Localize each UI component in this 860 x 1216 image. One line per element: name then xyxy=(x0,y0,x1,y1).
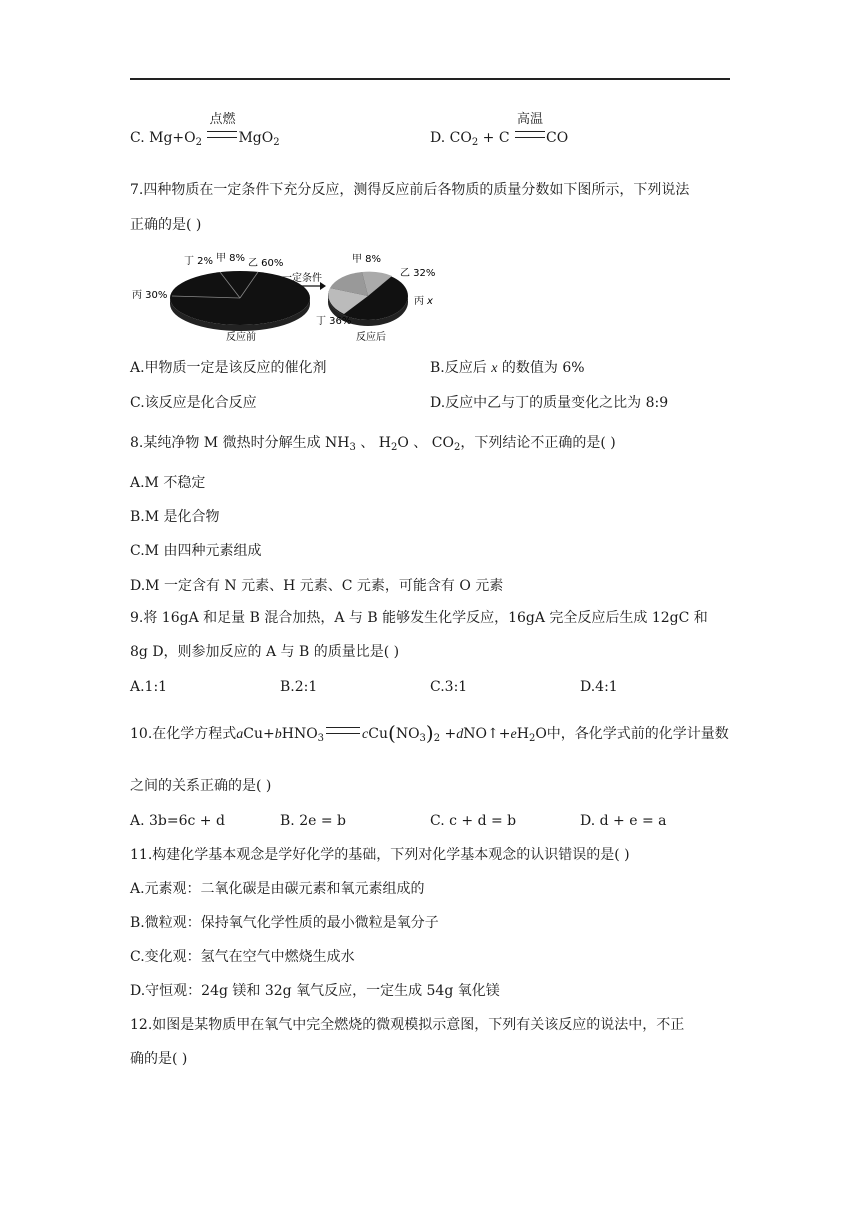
q9-stem-line1: 9.将 16gA 和足量 B 混合加热，A 与 B 能够发生化学反应，16gA 完全反应后生成 12gC 和 xyxy=(130,610,708,626)
pie-charts-figure xyxy=(130,248,450,348)
arrow-label: 一定条件 xyxy=(282,273,322,284)
q11-option-c: C.变化观：氢气在空气中燃烧生成水 xyxy=(130,949,355,965)
q10-stem-line2: 之间的关系正确的是( ) xyxy=(130,778,272,794)
q9-option-c: C.3:1 xyxy=(430,679,468,695)
q9-option-d: D.4:1 xyxy=(580,679,618,695)
q10-option-d: D. d + e = a xyxy=(580,813,667,829)
after-caption: 反应后 xyxy=(356,332,386,343)
reaction-condition: 高温 xyxy=(515,128,545,148)
before-label-jia: 甲 8% xyxy=(216,253,246,264)
q8-stem: 8.某纯净物 M 微热时分解生成 $NH_3$ 、 $H_2O$ 、 $CO_2$，下列结论不正确的是( ) xyxy=(130,435,616,453)
q12-stem-line1: 12.如图是某物质甲在氧气中完全燃烧的微观模拟示意图，下列有关该反应的说法中，不正 xyxy=(130,1017,685,1033)
q9-option-b: B.2:1 xyxy=(280,679,318,695)
q7-option-a: A.甲物质一定是该反应的催化剂 xyxy=(130,360,327,376)
q10-option-b: B. 2e = b xyxy=(280,813,346,829)
q9-stem-line2: 8g D，则参加反应的 A 与 B 的质量比是( ) xyxy=(130,644,400,660)
q7-option-d: D.反应中乙与丁的质量变化之比为 8:9 xyxy=(430,395,669,411)
q8-option-a: A.M 不稳定 xyxy=(130,475,206,491)
q10-option-a: A. 3b=6c + d xyxy=(130,813,225,829)
q12-stem-line2: 确的是( ) xyxy=(130,1051,188,1067)
after-label-bing: 丙 xyxy=(414,296,424,307)
chemical-equation: aCu+bHNO$_3$ $cCu(NO_3)_2$ $+dNO↑+eH_2O$ xyxy=(236,721,547,745)
q7-stem-line1: 7.四种物质在一定条件下充分反应，测得反应前后各物质的质量分数如下图所示，下列说法 xyxy=(130,182,690,198)
q9-option-a: A.1:1 xyxy=(130,679,168,695)
after-label-yi: 乙 32% xyxy=(400,268,436,279)
reaction-condition: 点燃 xyxy=(207,128,237,148)
header-rule xyxy=(130,78,730,80)
q10-option-c: C. c + d = b xyxy=(430,813,517,829)
q11-option-b: B.微粒观：保持氧气化学性质的最小微粒是氧分子 xyxy=(130,915,439,931)
q11-option-a: A.元素观：二氧化碳是由碳元素和氧元素组成的 xyxy=(130,881,425,897)
q6-option-d: D. $CO_2 + C$ 高温 CO xyxy=(430,112,569,148)
q8-option-b: B.M 是化合物 xyxy=(130,509,220,525)
after-label-jia: 甲 8% xyxy=(352,254,382,265)
before-label-yi: 乙 60% xyxy=(248,258,284,269)
q11-option-d: D.守恒观：24g 镁和 32g 氧气反应，一定生成 54g 氧化镁 xyxy=(130,983,500,999)
q7-option-c: C.该反应是化合反应 xyxy=(130,395,257,411)
q11-stem: 11.构建化学基本观念是学好化学的基础，下列对化学基本观念的认识错误的是( ) xyxy=(130,847,630,863)
before-label-bing: 丙 30% xyxy=(132,290,168,301)
q7-option-b: B.反应后 x 的数值为 6% xyxy=(430,360,585,376)
q10-stem-line1: 10.在化学方程式aCu+bHNO$_3$ $cCu(NO_3)_2$ $+dNO↑+eH_2O$中，各化学式前的化学计量数 xyxy=(130,721,729,745)
after-label-ding: 丁 36% xyxy=(316,316,352,327)
q8-option-c: C.M 由四种元素组成 xyxy=(130,543,262,559)
q8-option-d: D.M 一定含有 N 元素、H 元素、C 元素，可能含有 O 元素 xyxy=(130,578,504,594)
after-label-bing-var: x xyxy=(427,296,433,307)
before-caption: 反应前 xyxy=(226,332,256,343)
q6-option-c: C. $Mg+O_2$ 点燃 MgO$_2$ xyxy=(130,112,280,148)
q7-stem-line2: 正确的是( ) xyxy=(130,217,202,233)
before-label-ding: 丁 2% xyxy=(184,256,214,267)
